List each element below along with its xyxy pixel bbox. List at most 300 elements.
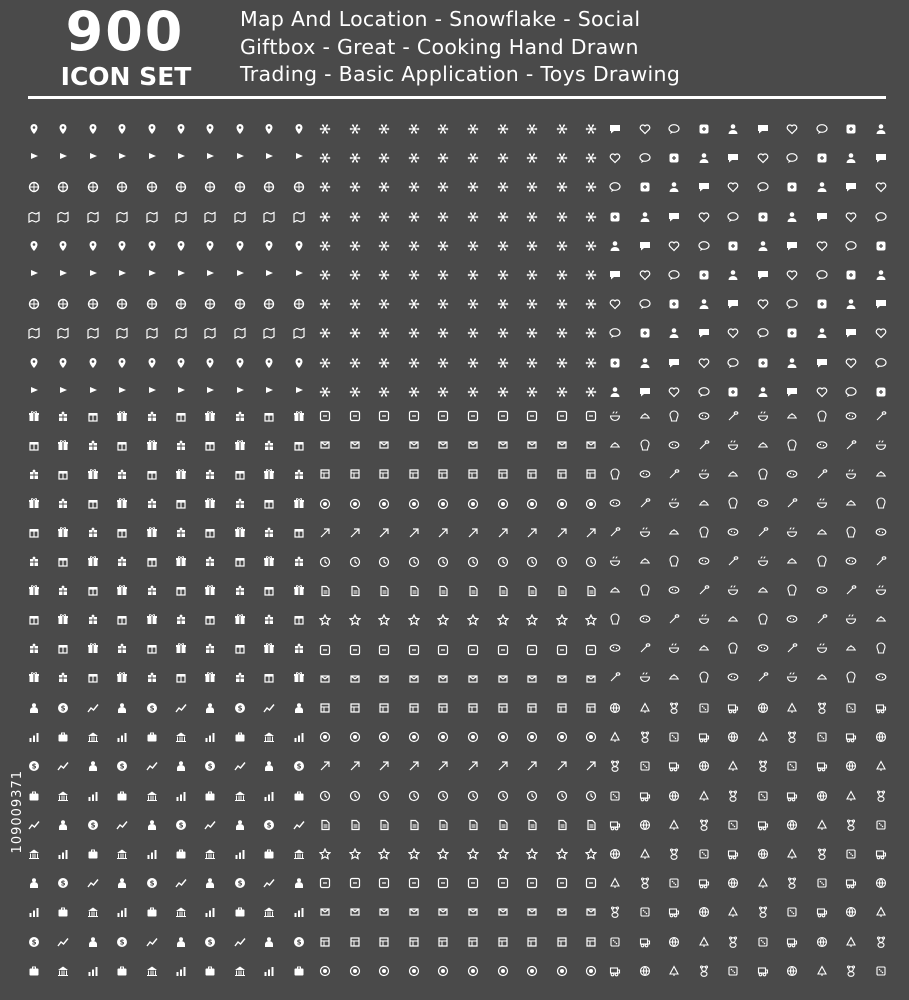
map-pin-icon [234,327,246,339]
gift-icon [116,584,128,596]
map-pin-icon [263,269,275,281]
app-icon [437,731,449,743]
business-icon [146,731,158,743]
app-icon [556,673,568,685]
business-icon [234,702,246,714]
cooking-icon [727,497,739,509]
chat-bubble-icon [816,123,828,135]
cooking-icon [845,410,857,422]
business-icon [57,906,69,918]
gift-icon [175,497,187,509]
map-pin-icon [234,269,246,281]
gift-icon [87,439,99,451]
chat-bubble-icon [639,386,651,398]
app-icon [349,702,361,714]
map-pin-icon [146,123,158,135]
gift-icon [175,642,187,654]
snowflake-icon [497,357,509,369]
toy-icon [698,906,710,918]
app-icon [319,790,331,802]
gift-icon [28,613,40,625]
app-icon [497,439,509,451]
cooking-icon [609,468,621,480]
app-icon [556,906,568,918]
map-pin-icon [87,327,99,339]
map-pin-icon [204,386,216,398]
chat-bubble-icon [609,386,621,398]
app-icon [556,965,568,977]
cooking-icon [609,642,621,654]
chat-bubble-icon [698,211,710,223]
cooking-icon [845,584,857,596]
app-icon [349,819,361,831]
snowflake-icon [349,211,361,223]
cooking-icon [698,584,710,596]
map-pin-icon [87,211,99,223]
cooking-icon [875,584,887,596]
category-line: Giftbox - Great - Cooking Hand Drawn [240,34,639,59]
business-icon [175,702,187,714]
gift-icon [204,526,216,538]
gift-icon [116,497,128,509]
chat-bubble-icon [727,327,739,339]
snowflake-icon [526,269,538,281]
gift-icon [175,671,187,683]
app-icon [319,644,331,656]
business-icon [204,848,216,860]
app-icon [437,936,449,948]
snowflake-icon [378,327,390,339]
cooking-icon [727,555,739,567]
chat-bubble-icon [786,152,798,164]
app-icon [497,731,509,743]
map-pin-icon [28,240,40,252]
chat-bubble-icon [668,386,680,398]
gift-icon [263,584,275,596]
toy-icon [757,848,769,860]
chat-bubble-icon [609,152,621,164]
cooking-icon [698,555,710,567]
business-icon [234,877,246,889]
app-icon [467,936,479,948]
cooking-icon [875,642,887,654]
cooking-icon [668,526,680,538]
map-pin-icon [57,211,69,223]
toy-icon [875,877,887,889]
chat-bubble-icon [845,298,857,310]
chat-bubble-icon [668,152,680,164]
chat-bubble-icon [816,181,828,193]
toy-icon [609,848,621,860]
chat-bubble-icon [727,357,739,369]
app-icon [408,877,420,889]
toy-icon [727,731,739,743]
chat-bubble-icon [639,327,651,339]
map-pin-icon [116,269,128,281]
svg-text:$: $ [296,762,302,771]
map-pin-icon [57,386,69,398]
gift-icon [116,410,128,422]
map-pin-icon [234,181,246,193]
toy-icon [609,760,621,772]
chat-bubble-icon [875,357,887,369]
app-icon [408,498,420,510]
chat-bubble-icon [698,123,710,135]
chat-bubble-icon [845,240,857,252]
cooking-icon [845,642,857,654]
gift-icon [204,439,216,451]
business-icon [28,906,40,918]
business-icon [263,819,275,831]
app-icon [378,906,390,918]
map-pin-icon [57,298,69,310]
cooking-icon [698,671,710,683]
map-pin-icon [293,211,305,223]
gift-icon [263,555,275,567]
cooking-icon [816,468,828,480]
app-icon [378,790,390,802]
app-icon [585,702,597,714]
toy-icon [698,936,710,948]
snowflake-icon [526,386,538,398]
chat-bubble-icon [816,240,828,252]
gift-icon [87,497,99,509]
business-icon [293,936,305,948]
map-pin-icon [204,327,216,339]
app-icon [319,848,331,860]
snowflake-icon [437,211,449,223]
cooking-icon [786,555,798,567]
app-icon [437,965,449,977]
snowflake-icon [556,357,568,369]
snowflake-icon [467,269,479,281]
toy-icon [757,819,769,831]
app-icon [437,790,449,802]
gift-icon [234,497,246,509]
map-pin-icon [293,357,305,369]
gift-icon [87,613,99,625]
cooking-icon [816,439,828,451]
app-icon [319,498,331,510]
business-icon [293,877,305,889]
app-icon [349,936,361,948]
cooking-icon [698,613,710,625]
snowflake-icon [467,386,479,398]
gift-icon [57,642,69,654]
snowflake-icon [408,386,420,398]
gift-icon [293,584,305,596]
snowflake-icon [467,211,479,223]
map-pin-icon [263,327,275,339]
business-icon [87,965,99,977]
business-icon [146,819,158,831]
snowflake-icon [349,240,361,252]
cooking-icon [786,497,798,509]
chat-bubble-icon [845,269,857,281]
app-icon [585,965,597,977]
map-pin-icon [146,357,158,369]
map-pin-icon [263,181,275,193]
chat-bubble-icon [816,386,828,398]
cooking-icon [757,555,769,567]
app-icon [556,702,568,714]
app-icon [349,906,361,918]
gift-icon [263,439,275,451]
toy-icon [639,819,651,831]
icon-set-label: ICON SET [60,62,192,91]
map-pin-icon [57,240,69,252]
snowflake-icon [408,152,420,164]
business-icon [116,819,128,831]
app-icon [526,585,538,597]
cooking-icon [816,613,828,625]
snowflake-icon [349,269,361,281]
gift-icon [146,410,158,422]
snowflake-icon [556,123,568,135]
toy-icon [609,906,621,918]
chat-bubble-icon [845,123,857,135]
snowflake-icon [467,357,479,369]
map-pin-icon [146,211,158,223]
app-icon [349,877,361,889]
app-icon [467,644,479,656]
snowflake-icon [437,152,449,164]
business-icon [87,760,99,772]
app-icon [556,877,568,889]
app-icon [556,585,568,597]
cooking-icon [816,642,828,654]
business-icon [293,819,305,831]
app-icon [349,731,361,743]
cooking-icon [639,439,651,451]
gift-icon [87,671,99,683]
business-icon [204,702,216,714]
app-icon [526,906,538,918]
map-pin-icon [234,211,246,223]
gift-icon [146,642,158,654]
svg-text:$: $ [149,704,155,713]
chat-bubble-icon [845,152,857,164]
chat-bubble-icon [698,181,710,193]
snowflake-icon [526,327,538,339]
gift-icon [87,410,99,422]
business-icon [204,760,216,772]
app-icon [526,877,538,889]
gift-icon [293,671,305,683]
chat-bubble-icon [668,269,680,281]
app-icon [408,410,420,422]
map-pin-icon [116,211,128,223]
snowflake-icon [319,152,331,164]
chat-bubble-icon [757,269,769,281]
business-icon [116,760,128,772]
map-pin-icon [87,123,99,135]
toy-icon [668,731,680,743]
cooking-icon [786,468,798,480]
app-icon [437,527,449,539]
app-icon [319,439,331,451]
chat-bubble-icon [845,357,857,369]
business-icon [175,936,187,948]
map-pin-icon [234,240,246,252]
cooking-icon [845,468,857,480]
app-icon [349,468,361,480]
toy-icon [875,848,887,860]
business-icon [87,790,99,802]
gift-icon [116,555,128,567]
gift-icon [87,526,99,538]
gift-icon [146,584,158,596]
cooking-icon [875,468,887,480]
business-icon [263,702,275,714]
business-icon [57,731,69,743]
toy-icon [816,877,828,889]
gift-icon [28,526,40,538]
toy-icon [727,848,739,860]
gift-icon [175,468,187,480]
chat-bubble-icon [845,327,857,339]
gift-icon [116,613,128,625]
map-pin-icon [293,327,305,339]
cooking-icon [757,439,769,451]
snowflake-icon [585,152,597,164]
business-icon [234,819,246,831]
app-icon [526,527,538,539]
app-icon [467,731,479,743]
app-icon [319,468,331,480]
chat-bubble-icon [757,240,769,252]
app-icon [585,644,597,656]
gift-icon [28,410,40,422]
snowflake-icon [497,298,509,310]
chat-bubble-icon [875,327,887,339]
toy-icon [875,790,887,802]
snowflake-icon [378,181,390,193]
app-icon [467,702,479,714]
toy-icon [786,731,798,743]
app-icon [497,936,509,948]
gift-icon [234,613,246,625]
chat-bubble-icon [757,298,769,310]
cooking-icon [609,439,621,451]
app-icon [526,790,538,802]
gift-icon [28,671,40,683]
gift-icon [28,584,40,596]
toy-icon [639,936,651,948]
chat-bubble-icon [727,240,739,252]
app-icon [526,614,538,626]
chat-bubble-icon [786,357,798,369]
app-icon [467,673,479,685]
map-pin-icon [116,327,128,339]
map-pin-icon [87,152,99,164]
snowflake-icon [526,123,538,135]
toy-icon [609,877,621,889]
map-pin-icon [204,123,216,135]
chat-bubble-icon [698,357,710,369]
toy-icon [845,731,857,743]
snowflake-icon [378,123,390,135]
snowflake-icon [526,240,538,252]
toy-icon [845,848,857,860]
svg-text:$: $ [266,821,272,830]
chat-bubble-icon [639,181,651,193]
snowflake-icon [378,211,390,223]
chat-bubble-icon [727,181,739,193]
business-icon [57,819,69,831]
chat-bubble-icon [816,152,828,164]
cooking-icon [698,642,710,654]
gift-icon [234,439,246,451]
app-icon [319,556,331,568]
toy-icon [816,848,828,860]
business-icon [87,848,99,860]
toy-icon [668,760,680,772]
snowflake-icon [408,357,420,369]
map-pin-icon [293,269,305,281]
chat-bubble-icon [639,298,651,310]
gift-icon [293,497,305,509]
cooking-icon [816,497,828,509]
app-icon [556,644,568,656]
business-icon [28,965,40,977]
gift-icon [57,584,69,596]
toy-icon [698,877,710,889]
business-icon [57,790,69,802]
app-icon [497,410,509,422]
map-pin-icon [263,123,275,135]
map-pin-icon [204,181,216,193]
app-icon [408,527,420,539]
snowflake-icon [408,211,420,223]
cooking-icon [816,584,828,596]
gift-icon [204,555,216,567]
snowflake-icon [437,240,449,252]
chat-bubble-icon [639,357,651,369]
business-icon [87,936,99,948]
chat-bubble-icon [757,152,769,164]
business-icon [116,877,128,889]
business-icon [204,731,216,743]
cooking-icon [786,613,798,625]
map-pin-icon [146,152,158,164]
gift-icon [57,555,69,567]
app-icon [378,468,390,480]
gift-icon [234,584,246,596]
cooking-icon [609,410,621,422]
app-icon [497,819,509,831]
toy-icon [845,702,857,714]
snowflake-icon [556,386,568,398]
app-icon [319,906,331,918]
map-pin-icon [263,152,275,164]
app-icon [437,439,449,451]
app-icon [556,614,568,626]
app-icon [585,819,597,831]
gift-icon [87,555,99,567]
snowflake-icon [437,123,449,135]
app-icon [349,848,361,860]
chat-bubble-icon [816,327,828,339]
snowflake-icon [437,269,449,281]
map-pin-icon [146,327,158,339]
chat-bubble-icon [609,357,621,369]
business-icon [175,877,187,889]
cooking-icon [786,526,798,538]
snowflake-icon [585,386,597,398]
map-pin-icon [175,357,187,369]
snowflake-icon [408,181,420,193]
